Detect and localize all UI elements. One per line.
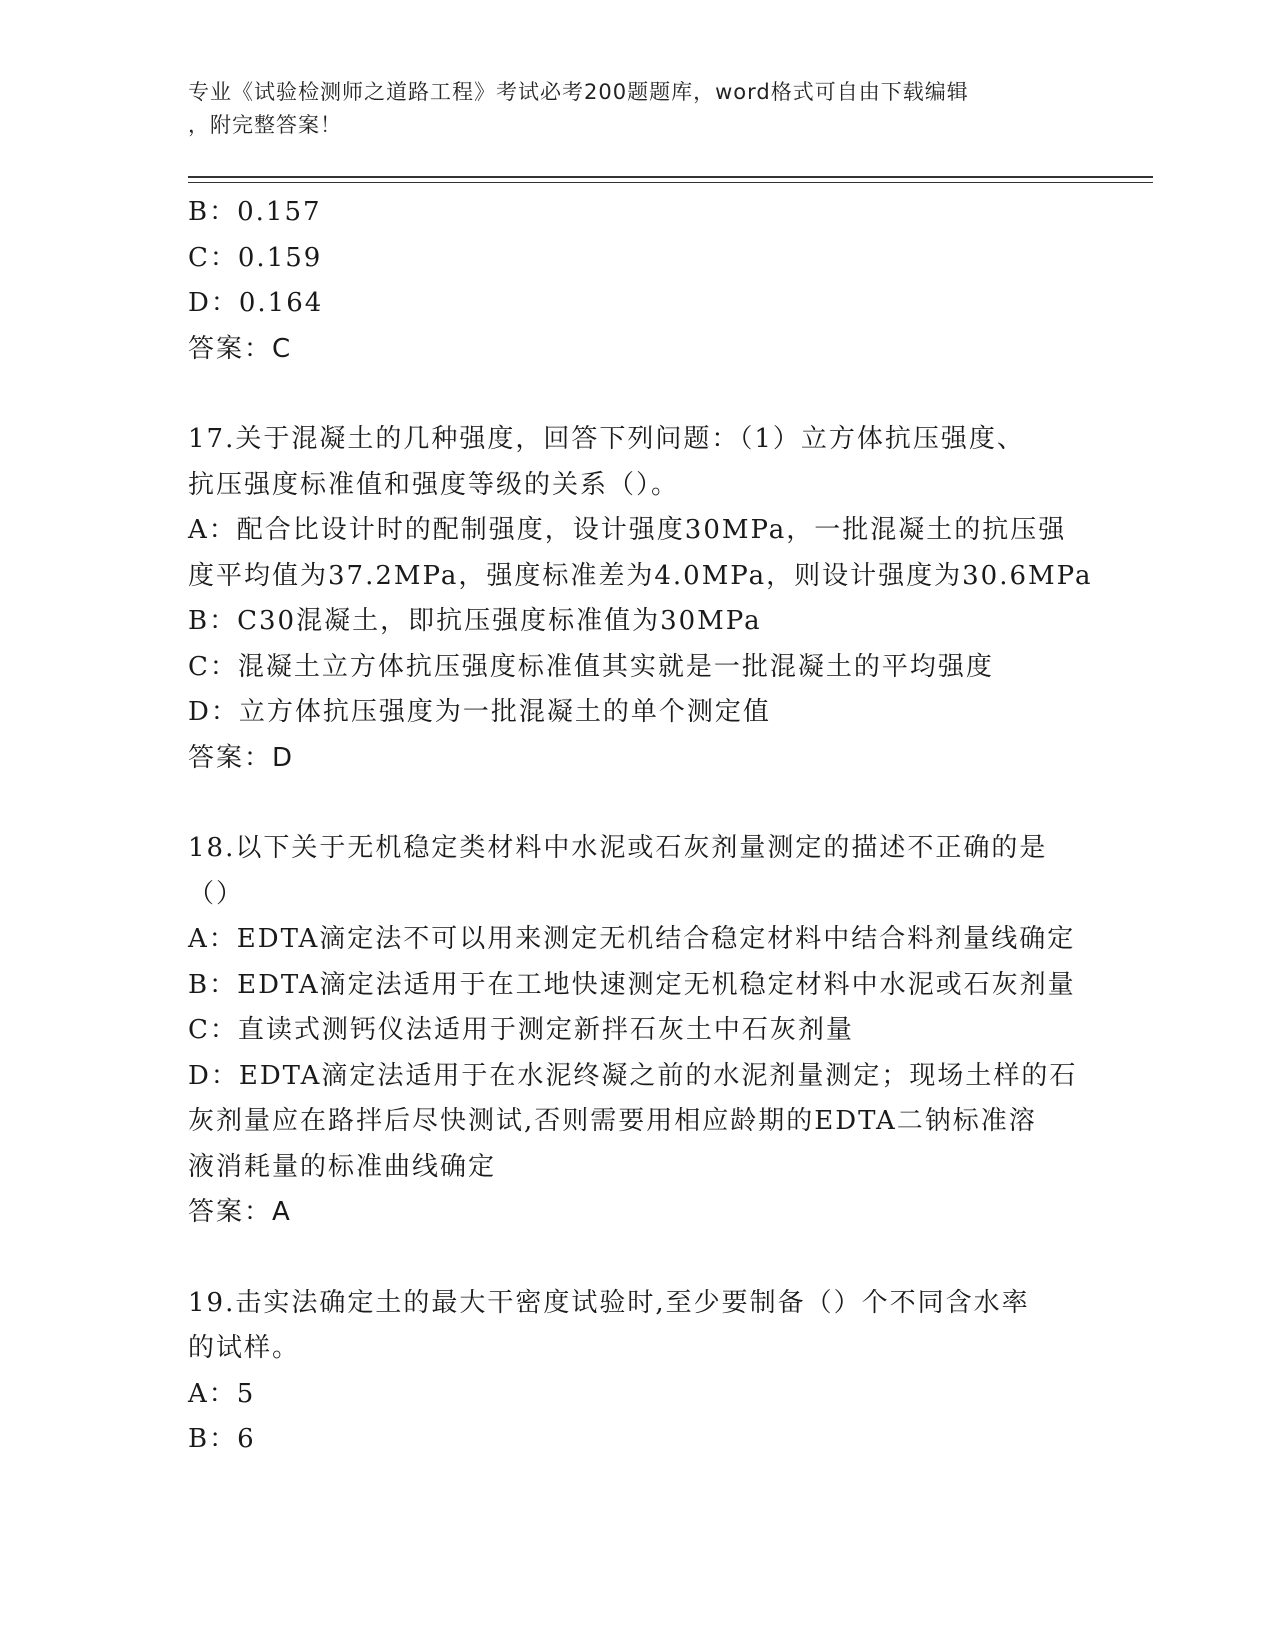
option-a-cont: 度平均值为37.2MPa，强度标准差为4.0MPa，则设计强度为30.6MPa [188, 560, 1093, 591]
option-b: B：6 [188, 1424, 256, 1454]
question-16-partial [188, 190, 1088, 372]
question-17 [188, 417, 1093, 781]
question-stem-cont: （） [188, 878, 245, 909]
question-stem-cont: 的试样。 [188, 1333, 301, 1363]
question-stem: 17.关于混凝土的几种强度，回答下列问题：（1）立方体抗压强度、 [188, 424, 1025, 454]
option-d: D：0.164 [188, 288, 324, 318]
question-stem: 19.击实法确定土的最大干密度试验时,至少要制备（）个不同含水率 [188, 1287, 1030, 1318]
option-d: D：EDTA滴定法适用于在水泥终凝之前的水泥剂量测定；现场土样的石 [188, 1060, 1078, 1091]
header-title-line1: 专业《试验检测师之道路工程》考试必考200题题库，word格式可自由下载编辑 [188, 80, 969, 104]
answer-label: 答案：D [188, 742, 295, 773]
option-c: C：直读式测钙仪法适用于测定新拌石灰土中石灰剂量 [188, 1015, 854, 1045]
option-a: A：5 [188, 1378, 256, 1409]
option-b: B：EDTA滴定法适用于在工地快速测定无机稳定材料中水泥或石灰剂量 [188, 969, 1076, 1000]
question-list [188, 190, 1093, 1463]
answer-label: 答案：C [188, 333, 293, 364]
option-a: A：EDTA滴定法不可以用来测定无机结合稳定材料中结合料剂量线确定 [188, 924, 1076, 954]
header-title-line2: ，附完整答案！ [188, 113, 342, 137]
header-divider-thin [188, 182, 1153, 183]
option-b: B：0.157 [188, 197, 322, 227]
option-a: A：配合比设计时的配制强度，设计强度30MPa，一批混凝土的抗压强 [188, 515, 1067, 545]
option-d-cont2: 液消耗量的标准曲线确定 [188, 1151, 497, 1182]
question-18 [188, 826, 1088, 1236]
question-stem-cont: 抗压强度标准值和强度等级的关系（）。 [188, 469, 680, 500]
option-d: D：立方体抗压强度为一批混凝土的单个测定值 [188, 697, 771, 727]
answer-label: 答案：A [188, 1197, 292, 1227]
option-b: B：C30混凝土，即抗压强度标准值为30MPa [188, 606, 762, 636]
question-stem: 18.以下关于无机稳定类材料中水泥或石灰剂量测定的描述不正确的是 [188, 833, 1048, 863]
question-19 [188, 1281, 1088, 1463]
document-header [188, 76, 1088, 142]
header-divider [188, 176, 1153, 178]
option-c: C：混凝土立方体抗压强度标准值其实就是一批混凝土的平均强度 [188, 651, 994, 682]
option-d-cont: 灰剂量应在路拌后尽快测试,否则需要用相应龄期的EDTA二钠标准溶 [188, 1106, 1037, 1136]
option-c: C：0.159 [188, 242, 323, 273]
